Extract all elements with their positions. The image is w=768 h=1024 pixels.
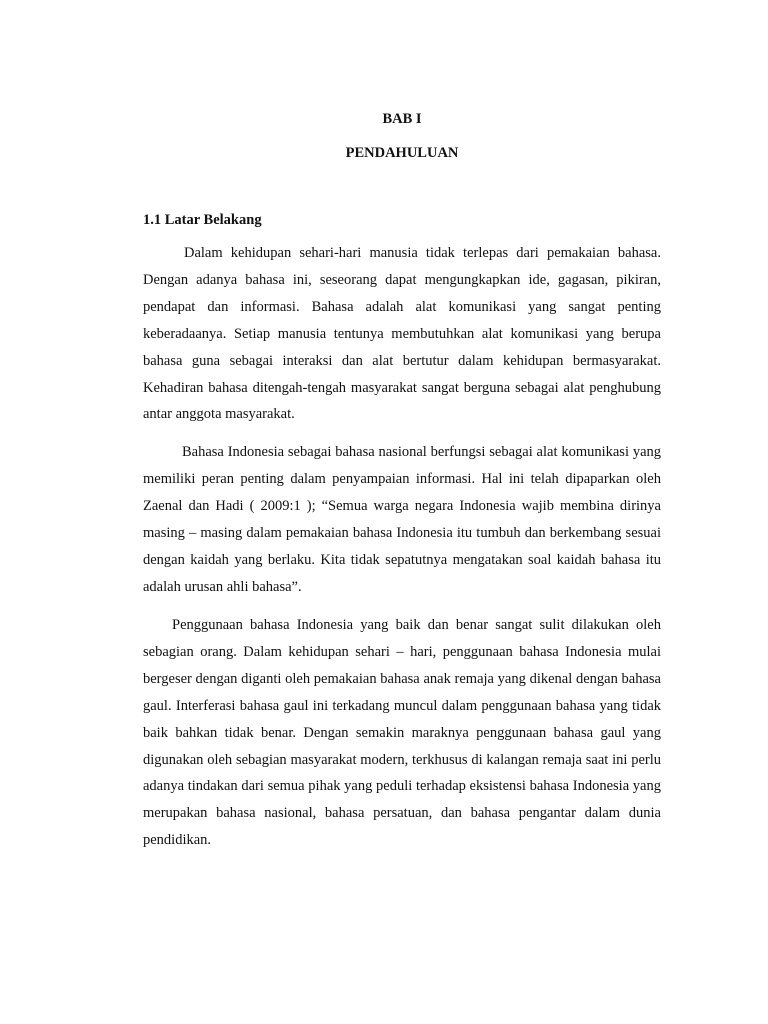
paragraph-1: Dalam kehidupan sehari-hari manusia tidak terlepas dari pemakaian bahasa. Dengan adanya bahasa ini, seseorang dapat mengungkapkan ide, gagasan, pikiran, pendapat dan informasi. Bahasa adalah alat komunikasi yang sangat penting keberadaanya. Setiap manusia tentunya membutuhkan alat komunikasi yang berupa bahasa guna sebagai interaksi dan alat bertutur dalam kehidupan bermasyarakat. Kehadiran bahasa ditengah-tengah masyarakat sangat berguna sebagai alat penghubung antar anggota masyarakat. (143, 245, 661, 423)
section-heading: 1.1 Latar Belakang (143, 212, 262, 228)
paragraph-3: Penggunaan bahasa Indonesia yang baik dan benar sangat sulit dilakukan oleh sebagian orang. Dalam kehidupan sehari – hari, penggunaan bahasa Indonesia mulai bergeser dengan diganti oleh pemakaian bahasa anak remaja yang dikenal dengan bahasa gaul. Interferasi bahasa gaul ini terkadang muncul dalam penggunaan bahasa yang tidak baik bahkan tidak benar. Dengan semakin maraknya penggunaan bahasa gaul yang digunakan oleh sebagian masyarakat modern, terkhusus di kalangan remaja saat ini perlu adanya tindakan dari semua pihak yang peduli terhadap eksistensi bahasa Indonesia yang merupakan bahasa nasional, bahasa persatuan, dan bahasa pengantar dalam dunia pendidikan. (143, 617, 661, 849)
paragraph-2: Bahasa Indonesia sebagai bahasa nasional berfungsi sebagai alat komunikasi yang memiliki peran penting dalam penyampaian informasi. Hal ini telah dipaparkan oleh Zaenal dan Hadi ( 2009:1 ); “Semua warga negara Indonesia wajib membina dirinya masing – masing dalam pemakaian bahasa Indonesia itu tumbuh dan berkembang sesuai dengan kaidah yang berlaku. Kita tidak sepatutnya mengatakan soal kaidah bahasa itu adalah urusan ahli bahasa”. (143, 444, 661, 595)
chapter-number: BAB I (382, 111, 422, 127)
chapter-title: PENDAHULUAN (345, 145, 459, 161)
